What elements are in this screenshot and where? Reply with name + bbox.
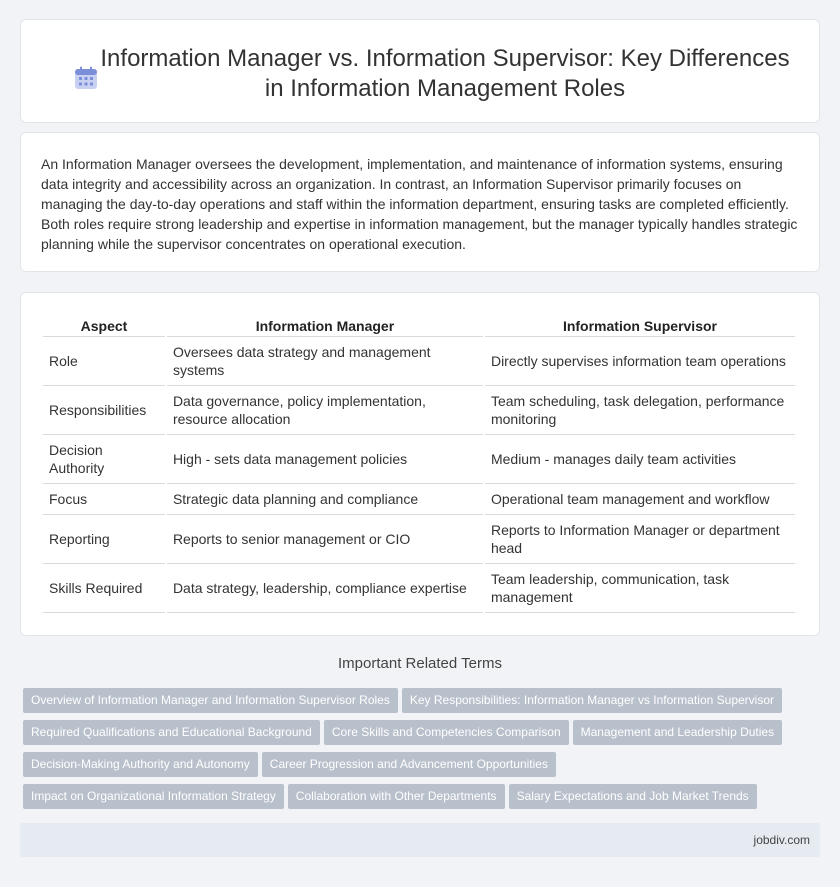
cell-supervisor: Medium - manages daily team activities bbox=[485, 435, 795, 484]
title-card bbox=[20, 19, 820, 123]
cell-supervisor: Team scheduling, task delegation, performance monitoring bbox=[485, 386, 795, 435]
cell-aspect: Responsibilities bbox=[43, 386, 165, 435]
table-header-row bbox=[43, 315, 795, 337]
table-row bbox=[43, 515, 795, 564]
related-term-tag[interactable]: Overview of Information Manager and Information Supervisor Roles bbox=[23, 688, 398, 713]
cell-manager: Data strategy, leadership, compliance expertise bbox=[167, 564, 483, 613]
related-term-tag[interactable]: Impact on Organizational Information Strategy bbox=[23, 784, 284, 809]
cell-aspect: Decision Authority bbox=[43, 435, 165, 484]
table-row bbox=[43, 435, 795, 484]
cell-aspect: Focus bbox=[43, 484, 165, 515]
cell-supervisor: Reports to Information Manager or department head bbox=[485, 515, 795, 564]
related-term-tag[interactable]: Career Progression and Advancement Opportunities bbox=[262, 752, 556, 777]
cell-supervisor: Operational team management and workflow bbox=[485, 484, 795, 515]
page-title: Information Manager vs. Information Supervisor: Key Differences in Information Management Roles bbox=[100, 45, 790, 102]
table-row bbox=[43, 386, 795, 435]
intro-paragraph: An Information Manager oversees the development, implementation, and maintenance of information systems, ensuring data integrity and accessibility across an organization. In contrast, an Information Supervisor primarily focuses on managing the day-to-day operations and staff within the information department, ensuring tasks are completed efficiently. Both roles require strong leadership and expertise in information management, but the manager typically handles strategic planning while the supervisor concentrates on operational execution. bbox=[41, 156, 798, 252]
footer bbox=[20, 823, 820, 857]
comparison-table bbox=[41, 315, 797, 613]
cell-manager: Reports to senior management or CIO bbox=[167, 515, 483, 564]
cell-supervisor: Team leadership, communication, task management bbox=[485, 564, 795, 613]
cell-manager: Oversees data strategy and management systems bbox=[167, 337, 483, 386]
intro-card bbox=[20, 132, 820, 272]
related-term-tag[interactable]: Required Qualifications and Educational Background bbox=[23, 720, 320, 745]
header-aspect: Aspect bbox=[43, 315, 165, 337]
related-term-tag[interactable]: Salary Expectations and Job Market Trends bbox=[509, 784, 757, 809]
cell-supervisor: Directly supervises information team operations bbox=[485, 337, 795, 386]
related-term-tag[interactable]: Key Responsibilities: Information Manager vs Information Supervisor bbox=[402, 688, 782, 713]
header-information-supervisor: Information Supervisor bbox=[485, 315, 795, 337]
footer-site-link[interactable]: jobdiv.com bbox=[753, 833, 810, 847]
cell-aspect: Skills Required bbox=[43, 564, 165, 613]
related-term-tag[interactable]: Decision-Making Authority and Autonomy bbox=[23, 752, 258, 777]
cell-aspect: Reporting bbox=[43, 515, 165, 564]
table-row bbox=[43, 337, 795, 386]
table-row bbox=[43, 564, 795, 613]
related-term-tag[interactable]: Management and Leadership Duties bbox=[573, 720, 782, 745]
table-row bbox=[43, 484, 795, 515]
cell-aspect: Role bbox=[43, 337, 165, 386]
related-terms-list bbox=[23, 688, 813, 816]
cell-manager: High - sets data management policies bbox=[167, 435, 483, 484]
cell-manager: Data governance, policy implementation, resource allocation bbox=[167, 386, 483, 435]
related-term-tag[interactable]: Collaboration with Other Departments bbox=[288, 784, 505, 809]
related-terms-title: Important Related Terms bbox=[338, 655, 502, 672]
header-information-manager: Information Manager bbox=[167, 315, 483, 337]
cell-manager: Strategic data planning and compliance bbox=[167, 484, 483, 515]
related-term-tag[interactable]: Core Skills and Competencies Comparison bbox=[324, 720, 569, 745]
comparison-card bbox=[20, 292, 820, 636]
